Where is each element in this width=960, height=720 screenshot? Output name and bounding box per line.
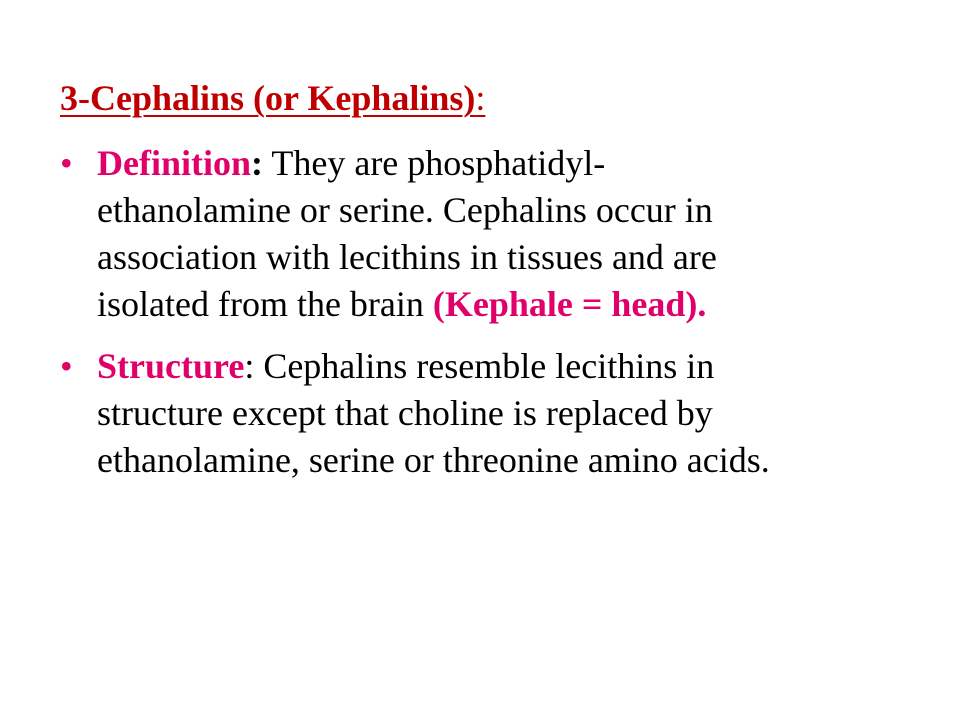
bullet-structure xyxy=(60,343,920,484)
structure-line-2: structure except that choline is replaced by xyxy=(97,393,713,433)
kephale-highlight: (Kephale = head). xyxy=(432,284,707,324)
bullet-list xyxy=(60,140,920,499)
definition-line-1 xyxy=(97,140,920,187)
structure-label: Structure xyxy=(97,346,245,386)
bullet-dot-icon: • xyxy=(60,143,73,183)
structure-line-1-text: : Cephalins resemble lecithins in xyxy=(244,346,715,386)
definition-line-3: association with lecithins in tissues and are xyxy=(97,237,717,277)
definition-line-2: ethanolamine or serine. Cephalins occur in xyxy=(97,190,713,230)
definition-line-4-text: isolated from the brain xyxy=(97,284,433,324)
definition-line-1-text: They are phosphatidyl- xyxy=(263,143,606,183)
definition-colon: : xyxy=(251,143,264,183)
title-text: 3-Cephalins (or Kephalins) xyxy=(60,78,476,118)
bullet-dot-icon: • xyxy=(60,346,73,386)
title-colon: : xyxy=(475,78,486,118)
definition-label: Definition xyxy=(97,143,252,183)
slide-title xyxy=(60,76,485,120)
bullet-definition xyxy=(60,140,920,328)
structure-line-1 xyxy=(97,343,920,390)
structure-line-3: ethanolamine, serine or threonine amino acids. xyxy=(97,440,770,480)
definition-line-4 xyxy=(97,281,920,328)
